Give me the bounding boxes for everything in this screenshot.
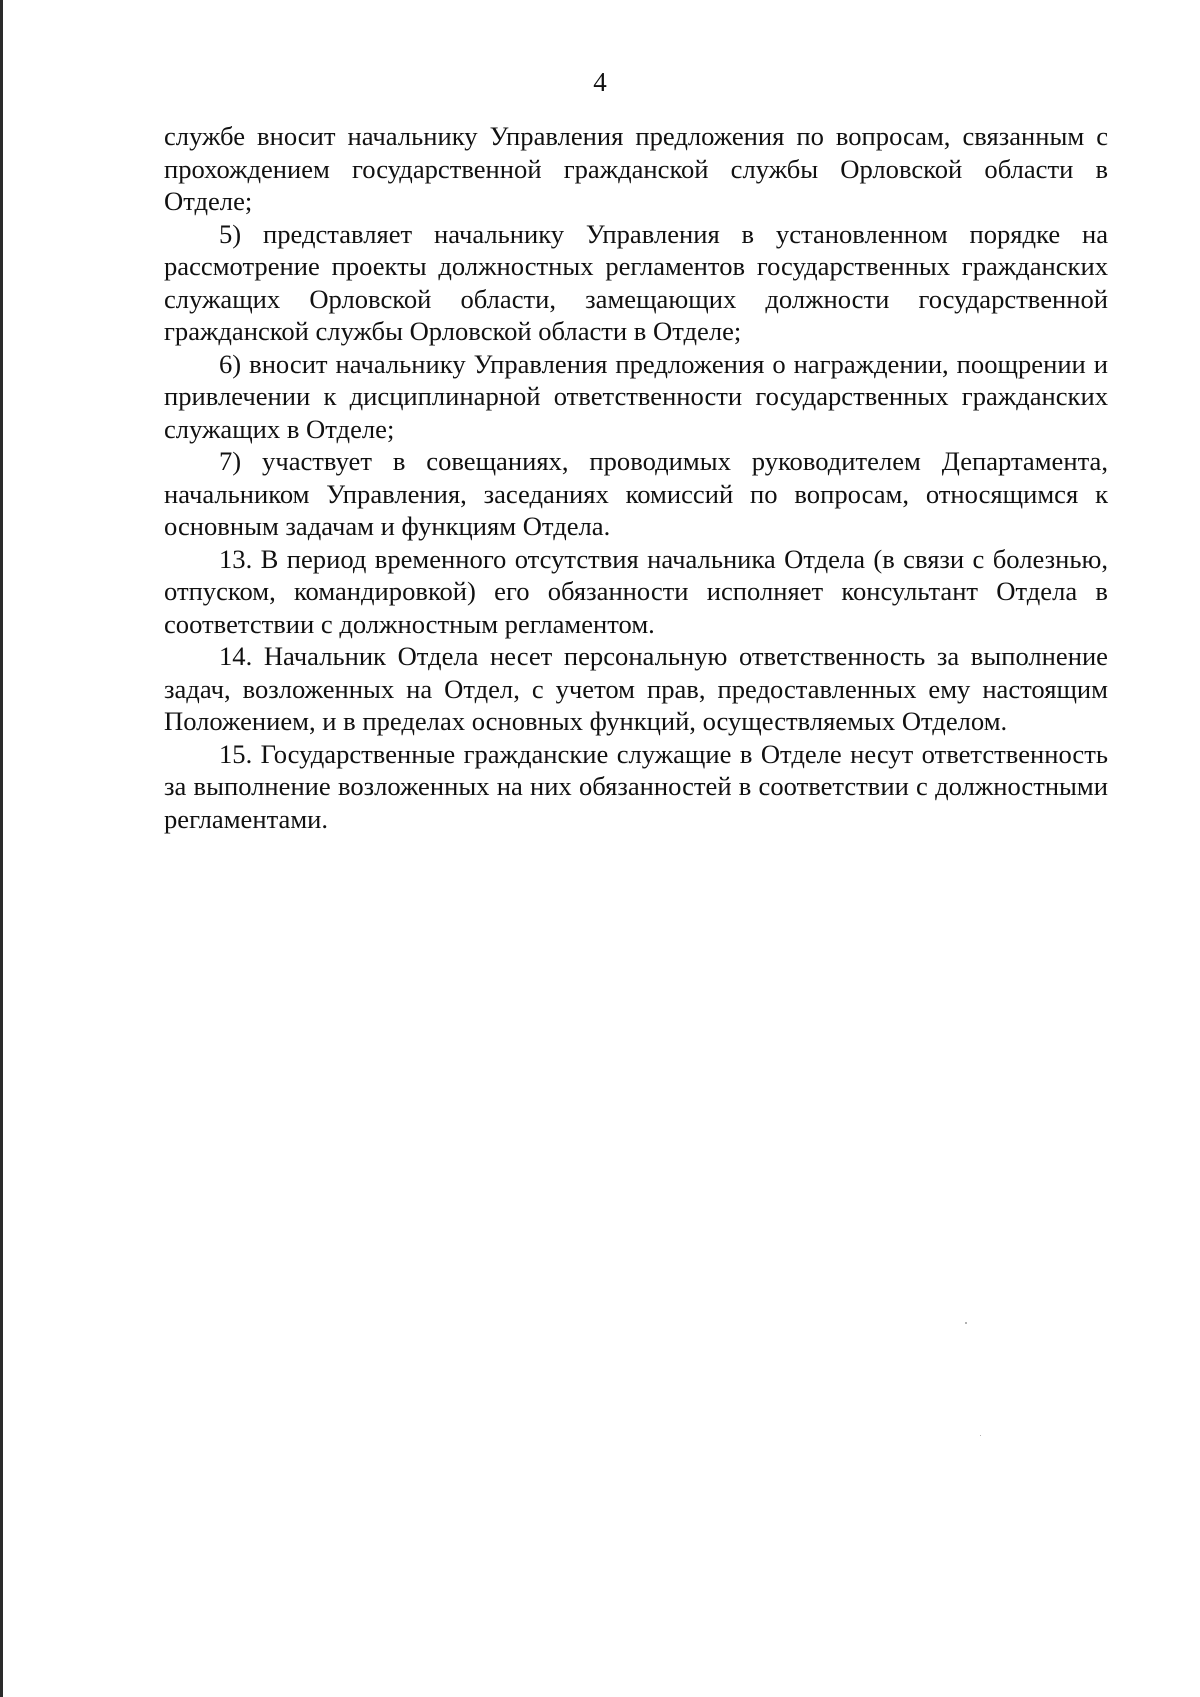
document-body (164, 120, 1108, 835)
paragraph-clause-15: 15. Государственные гражданские служащие в Отделе несут ответственность за выполнение возложенных на них обязанностей в соответствии с должностными регламентами. (164, 738, 1108, 834)
page-number: 4 (593, 67, 607, 97)
paragraph-item-5: 5) представляет начальнику Управления в установленном порядке на рассмотрение проекты должностных регламентов государственных гражданских служащих Орловской области, замещающих должности государственной гражданской службы Орловской области в Отделе; (164, 218, 1108, 346)
paragraph-item-7: 7) участвует в совещаниях, проводимых руководителем Департамента, начальником Управления, заседаниях комиссий по вопросам, относящимся к основным задачам и функциям Отдела. (164, 446, 1108, 541)
paragraph-clause-14: 14. Начальник Отдела несет персональную ответственность за выполнение задач, возложенных на Отдел, с учетом прав, предоставленных ему настоящим Положением, и в пределах основных функций, осуществляемых Отделом. (164, 641, 1108, 736)
paragraph-item-6: 6) вносит начальнику Управления предложения о награждении, поощрении и привлечении к дисциплинарной ответственности государственных гражданских служащих в Отделе; (164, 348, 1108, 444)
paragraph-continuation: службе вносит начальнику Управления предложения по вопросам, связанным с прохождением государственной гражданской службы Орловской области в Отделе; (164, 121, 1108, 216)
scan-speck (965, 1322, 967, 1324)
scan-edge-shadow (0, 0, 3, 1697)
paragraph-clause-13: 13. В период временного отсутствия начальника Отдела (в связи с болезнью, отпуском, командировкой) его обязанности исполняет консультант Отдела в соответствии с должностным регламентом. (164, 543, 1108, 639)
scan-speck (980, 1435, 981, 1436)
